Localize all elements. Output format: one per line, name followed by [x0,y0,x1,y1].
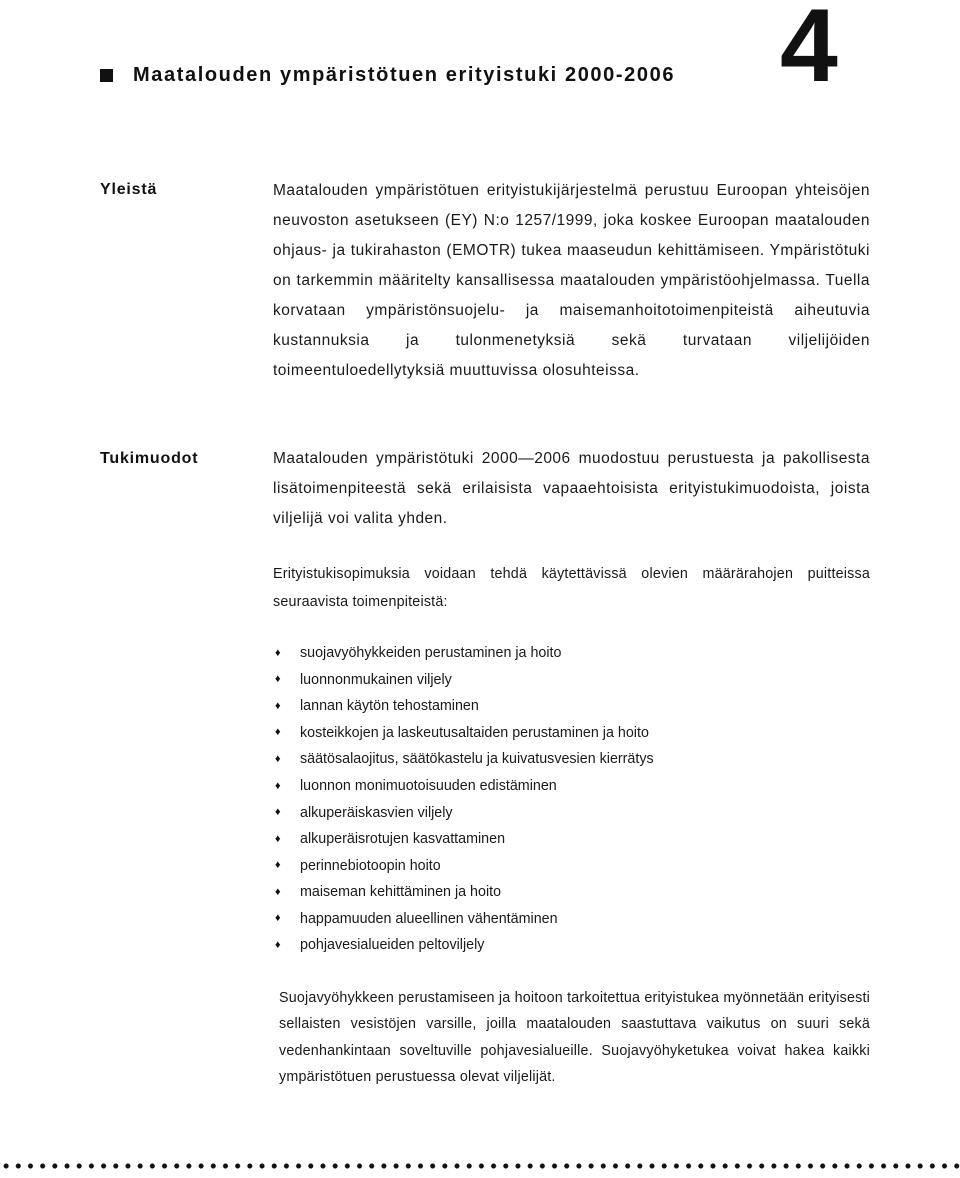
list-item: ♦ luonnon monimuotoisuuden edistäminen [275,778,557,794]
list-item: ♦ maiseman kehittäminen ja hoito [275,884,502,901]
chapter-title-row [100,64,675,87]
chapter-number: 4 [780,0,838,104]
section-label-yleista: Yleistä [100,181,158,198]
diamond-bullet-icon: ♦ [275,938,281,951]
list-item: ♦ suojavyöhykkeiden perustaminen ja hoito [275,645,562,662]
closing-paragraph: Suojavyöhykkeen perustamiseen ja hoitoon tarkoitettua erityistukea myönnetään erityisesti sellaisten vesistöjen varsille, joilla maatalouden saastuttava vaikutus on suuri sekä vedenhankintaan soveltuville pohjavesialueille. Suojavyöhyketukea voivat hakea kaikki ympäristötuen perustuessa olevat viljelijät. [279,990,870,1085]
list-item: ♦ kosteikkojen ja laskeutusaltaiden perustaminen ja hoito [275,724,649,741]
diamond-bullet-icon: ♦ [275,806,281,819]
list-item: ♦ säätösalaojitus, säätökastelu ja kuivatusvesien kierrätys [275,751,654,768]
chapter-title: Maatalouden ympäristötuen erityistuki 2000-2006 [133,64,676,86]
list-item: ♦ lannan käytön tehostaminen [275,698,479,715]
yleista-paragraph: Maatalouden ympäristötuen erityistukijärjestelmä perustuu Euroopan yhteisöjen neuvoston asetukseen (EY) N:o 1257/1999, joka koskee Euroopan maatalouden ohjaus- ja tukirahaston (EMOTR) tukea maaseudun kehittämiseen. Ympäristötuki on tarkemmin määritelty kansallisessa maatalouden ympäristöohjelmassa. Tuella korvataan ympäristönsuojelu- ja maisemanhoitotoimenpiteistä aiheutuvia kustannuksia ja tulonmenetyksiä sekä turvataan viljelijöiden toimeentuloedellytyksiä muuttuvissa olosuhteissa. [273,182,870,379]
diamond-bullet-icon: ♦ [275,779,281,792]
list-item: ♦ luonnonmukainen viljely [275,671,452,688]
list-item: ♦ happamuuden alueellinen vähentäminen [275,910,558,927]
diamond-bullet-icon: ♦ [275,726,281,739]
list-item: ♦ pohjavesialueiden peltoviljely [275,937,485,954]
diamond-bullet-icon: ♦ [275,699,281,712]
diamond-bullet-icon: ♦ [275,859,281,872]
list-item: ♦ alkuperäiskasvien viljely [275,804,453,821]
diamond-bullet-icon: ♦ [275,646,281,659]
diamond-bullet-icon: ♦ [275,673,281,686]
list-item: ♦ alkuperäisrotujen kasvattaminen [275,831,506,848]
tukimuodot-paragraph: Maatalouden ympäristötuki 2000—2006 muodostuu perustuesta ja pakollisesta lisätoimenpiteestä sekä erilaisista vapaaehtoisista erityistukimuodoista, joista viljelijä voi valita yhden. [273,450,870,527]
diamond-bullet-icon: ♦ [275,912,281,925]
black-square-icon [100,69,113,82]
measures-list [275,640,654,959]
diamond-bullet-icon: ♦ [275,885,281,898]
diamond-bullet-icon: ♦ [275,752,281,765]
measures-intro: Erityistukisopimuksia voidaan tehdä käytettävissä olevien määrärahojen puitteissa seuraavista toimenpiteistä: [273,566,870,610]
footer-dotted-rule [0,1163,960,1169]
list-item: ♦ perinnebiotoopin hoito [275,857,441,874]
section-label-tukimuodot: Tukimuodot [100,450,199,467]
diamond-bullet-icon: ♦ [275,832,281,845]
